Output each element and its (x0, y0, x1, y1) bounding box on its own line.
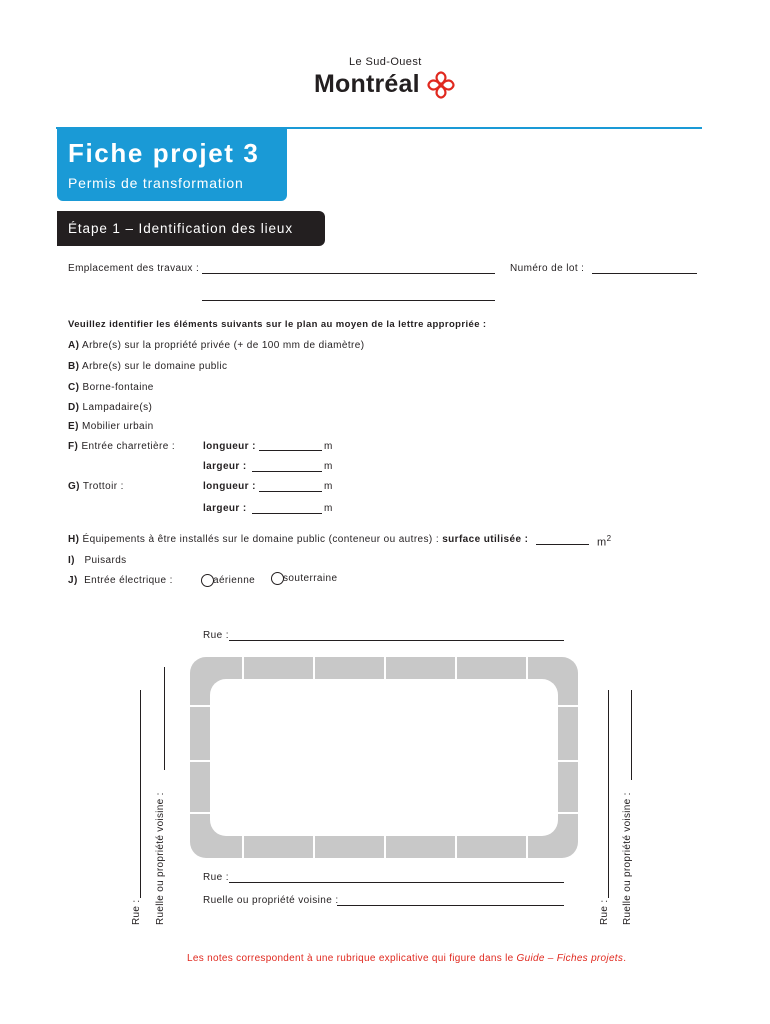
list-item (68, 441, 175, 452)
item-letter: I) (68, 555, 75, 566)
item-text: Équipements à être installés sur le domaine public (conteneur ou autres) : (82, 534, 439, 545)
list-item (68, 534, 528, 545)
item-text: Entrée charretière : (81, 441, 176, 452)
item-text: Mobilier urbain (82, 421, 154, 432)
list-item (68, 361, 227, 372)
unit-label: m (324, 461, 333, 472)
tile-seam (313, 657, 315, 679)
rue-right-label: Rue : (599, 899, 610, 925)
plan-lot (210, 679, 558, 836)
rue-left-field[interactable] (140, 690, 141, 898)
item-text: Arbre(s) sur la propriété privée (+ de 100 mm de diamètre) (82, 340, 365, 351)
list-item (68, 382, 154, 393)
item-text: Trottoir : (82, 481, 124, 492)
unit-label: m (324, 503, 333, 514)
item-letter: C) (68, 382, 80, 393)
emplacement-field-line2[interactable] (202, 300, 495, 301)
tile-seam (242, 657, 244, 679)
tile-seam (384, 657, 386, 679)
tile-seam (526, 836, 528, 858)
tile-seam (190, 705, 210, 707)
tile-seam (526, 657, 528, 679)
step-title: Étape 1 – Identification des lieux (68, 221, 293, 236)
tile-seam (455, 836, 457, 858)
list-item (68, 421, 154, 432)
list-item (68, 402, 152, 413)
tile-seam (190, 812, 210, 814)
surface-unit: $m^2$ (597, 534, 612, 549)
item-letter: H) (68, 534, 80, 545)
ruelle-right-field[interactable] (631, 690, 632, 780)
list-item (68, 555, 127, 566)
trottoir-largeur-field[interactable] (252, 513, 322, 514)
tile-seam (455, 657, 457, 679)
rue-bottom-field[interactable] (229, 882, 564, 883)
unit-label: m (324, 441, 333, 452)
trottoir-longueur-field[interactable] (259, 491, 322, 492)
item-text: Lampadaire(s) (82, 402, 153, 413)
item-letter: A) (68, 340, 80, 351)
lot-label: Numéro de lot : (510, 263, 585, 274)
tile-seam (242, 836, 244, 858)
item-text: Puisards (84, 555, 127, 566)
tile-seam (313, 836, 315, 858)
largeur-label: largeur : (203, 461, 247, 472)
ruelle-right-label: Ruelle ou propriété voisine : (622, 792, 633, 925)
tile-seam (384, 836, 386, 858)
page-subtitle: Permis de transformation (68, 175, 244, 191)
tile-seam (558, 760, 578, 762)
lot-field[interactable] (592, 273, 697, 274)
item-letter: D) (68, 402, 80, 413)
page-title: Fiche projet 3 (68, 138, 260, 168)
tile-seam (558, 705, 578, 707)
footer-note: Les notes correspondent à une rubrique explicative qui figure dans le Guide – Fiches projets. (187, 953, 627, 964)
option-souterraine-label: souterraine (283, 573, 338, 584)
emplacement-field[interactable] (202, 273, 495, 274)
ruelle-left-field[interactable] (164, 667, 165, 770)
surface-field[interactable] (536, 544, 589, 545)
logo-wordmark: Montréal (314, 70, 420, 98)
entree-largeur-field[interactable] (252, 471, 322, 472)
item-letter: J) (68, 575, 78, 586)
tile-seam (190, 760, 210, 762)
longueur-label: longueur : (203, 441, 256, 452)
largeur-label: largeur : (203, 503, 247, 514)
longueur-label: longueur : (203, 481, 256, 492)
item-text: Entrée électrique : (84, 575, 173, 586)
ruelle-bottom-field[interactable] (337, 905, 564, 906)
rue-bottom-label: Rue : (203, 872, 229, 883)
entree-longueur-field[interactable] (259, 450, 322, 451)
logo-subtitle: Le Sud-Ouest (349, 56, 422, 68)
item-text: Borne-fontaine (82, 382, 154, 393)
instructions-text: Veuillez identifier les éléments suivants sur le plan au moyen de la lettre appropriée : (68, 319, 487, 330)
item-letter: F) (68, 441, 79, 452)
unit-label: m (324, 481, 333, 492)
item-text: Arbre(s) sur le domaine public (82, 361, 228, 372)
option-aerienne-label: aérienne (213, 575, 256, 586)
surface-label: surface utilisée : (442, 534, 529, 545)
ruelle-bottom-label: Ruelle ou propriété voisine : (203, 895, 339, 906)
rue-top-label: Rue : (203, 630, 229, 641)
emplacement-label: Emplacement des travaux : (68, 263, 200, 274)
list-item (68, 481, 124, 492)
rue-right-field[interactable] (608, 690, 609, 898)
montreal-rosette-icon (425, 69, 457, 101)
list-item (68, 340, 364, 351)
rue-left-label: Rue : (131, 899, 142, 925)
ruelle-left-label: Ruelle ou propriété voisine : (155, 792, 166, 925)
item-letter: E) (68, 421, 79, 432)
item-letter: B) (68, 361, 80, 372)
item-letter: G) (68, 481, 80, 492)
rue-top-field[interactable] (229, 640, 564, 641)
list-item (68, 575, 173, 586)
tile-seam (558, 812, 578, 814)
